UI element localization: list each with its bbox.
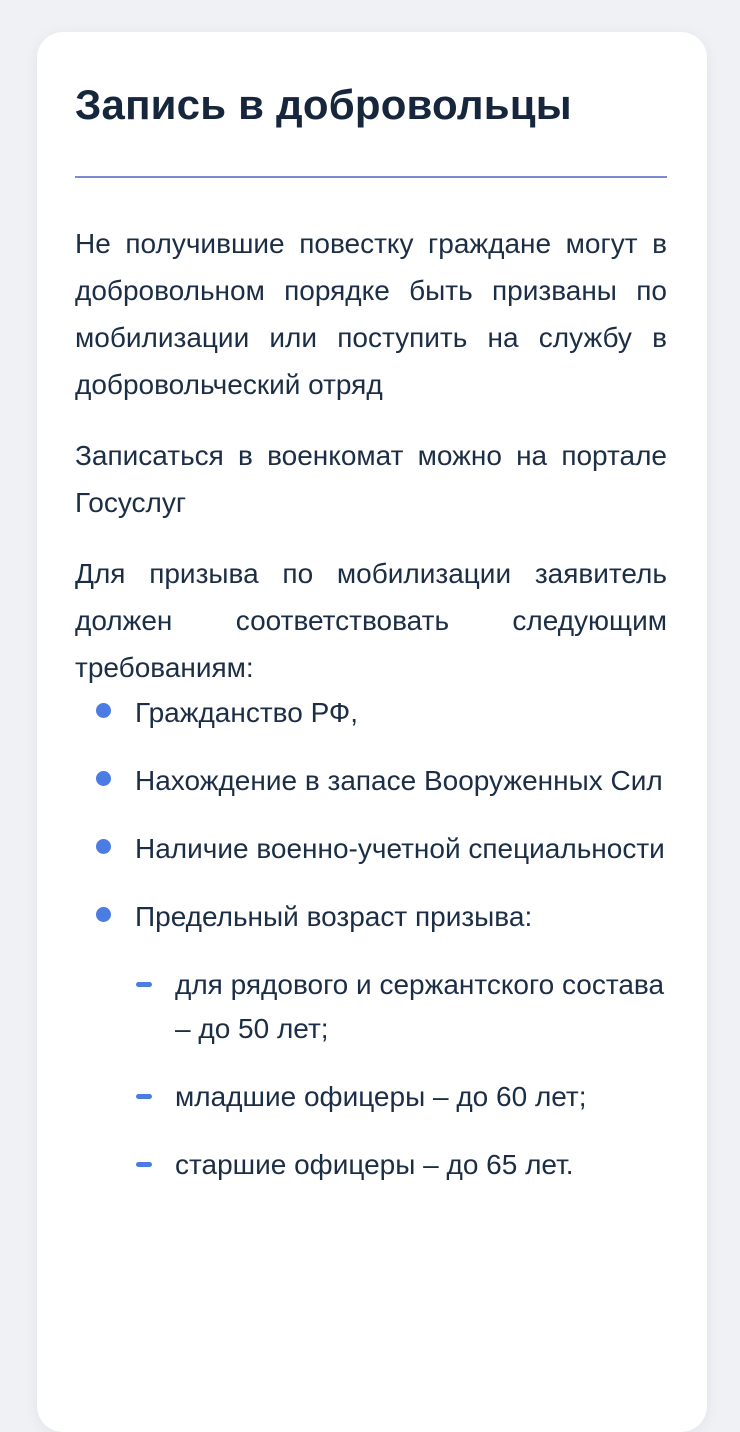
list-item-reserve xyxy=(75,759,667,803)
list-item-label: Предельный возраст призыва: xyxy=(135,901,533,933)
list-item-label: Гражданство РФ, xyxy=(135,697,359,729)
list-item-label: Нахождение в запасе Вооруженных Сил xyxy=(135,765,663,797)
requirements-list xyxy=(75,691,667,1187)
paragraph-enrollment-portal: Записаться в военкомат можно на портале Госуслуг xyxy=(75,440,667,519)
sublist-item-enlisted xyxy=(135,963,667,1051)
dash-marker-icon xyxy=(136,982,152,987)
page-title: Запись в добровольцы xyxy=(75,81,572,128)
sublist-item-junior-officers xyxy=(135,1075,667,1119)
list-item-label: Наличие военно-учетной специальности xyxy=(135,833,665,865)
sublist-item-label: для рядового и сержантского состава – до 50 лет; xyxy=(175,969,665,1045)
content-card xyxy=(37,32,707,1432)
sublist-item-label: младшие офицеры – до 60 лет; xyxy=(175,1081,587,1113)
paragraph-volunteer-intro: Не получившие повестку граждане могут в добровольном порядке быть призваны по мобилизации или поступить на службу в добровольческий отряд xyxy=(75,228,667,401)
dash-marker-icon xyxy=(136,1094,152,1099)
sublist-item-label: старшие офицеры – до 65 лет. xyxy=(175,1149,574,1181)
bullet-dot-icon xyxy=(96,907,111,922)
sublist-item-senior-officers xyxy=(135,1143,667,1187)
age-limits-sublist xyxy=(135,963,667,1187)
bullet-dot-icon xyxy=(96,703,111,718)
title-divider xyxy=(75,176,667,178)
list-item-age-limit xyxy=(75,895,667,1187)
paragraph-requirements-intro: Для призыва по мобилизации заявитель должен соответствовать следующим требованиям: xyxy=(75,558,667,684)
dash-marker-icon xyxy=(136,1162,152,1167)
bullet-dot-icon xyxy=(96,839,111,854)
list-item-citizenship xyxy=(75,691,667,735)
bullet-dot-icon xyxy=(96,771,111,786)
list-item-specialty xyxy=(75,827,667,871)
